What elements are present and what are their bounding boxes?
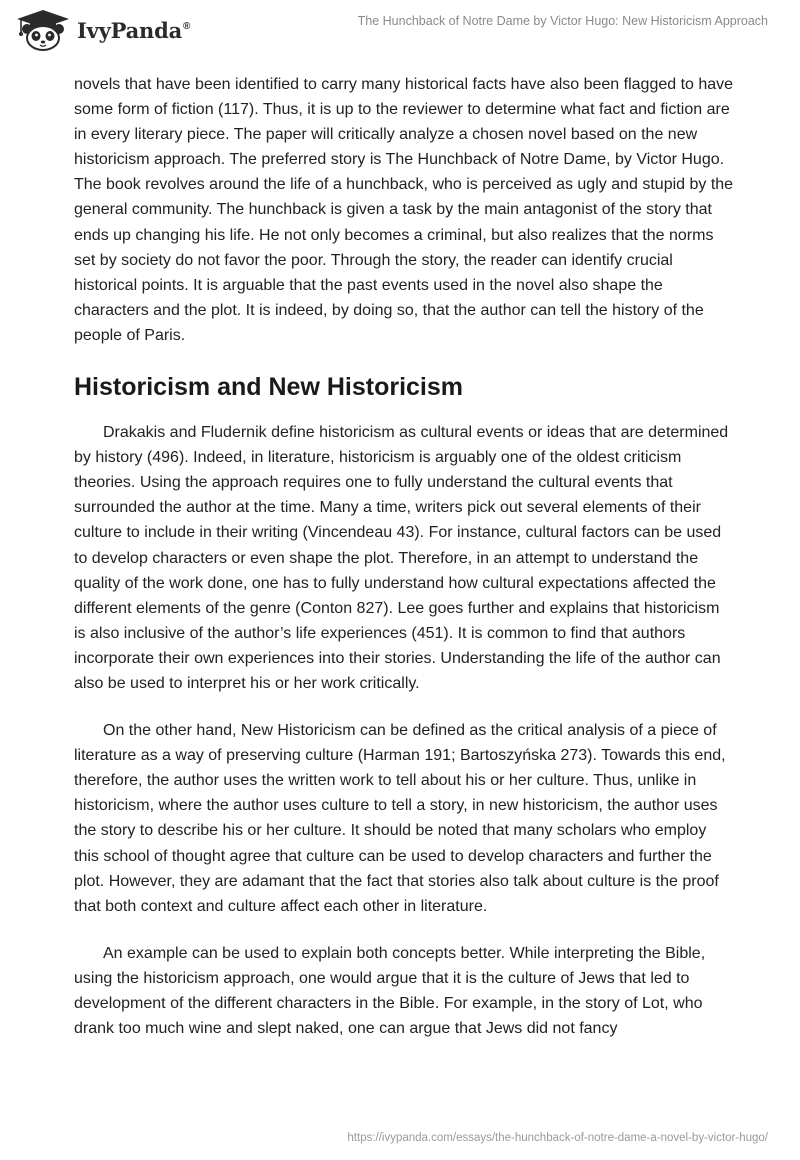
panda-graduate-icon (13, 9, 73, 51)
section-heading: Historicism and New Historicism (74, 373, 464, 402)
intro-paragraph: novels that have been identified to carry many historical facts have also been flagged to have some form of fiction (117). Thus, it is up to the reviewer to determine what fact and fiction are in every literary piece. The paper will critically analyze a chosen novel based on the new historicism approach. The preferred story is The Hunchback of Notre Dame, by Victor Hugo. The book revolves around the life of a hunchback, who is perceived as ugly and stupid by the general community. The hunchback is given a task by the main antagonist of the story that ends up changing his life. He not only becomes a criminal, but also realizes that the norms set by society do not favor the poor. Through the story, the reader can identify crucial historical points. It is arguable that the past events used in the novel also shape the characters and the plot. It is indeed, by doing so, that the author can tell the history of the people of Paris. (74, 76, 734, 344)
registered-mark: ® (183, 20, 191, 32)
paragraph-new-historicism: On the other hand, New Historicism can be defined as the critical analysis of a piece of literature as a way of preserving culture (Harman 191; Bartoszyńska 273). Towards this end, therefore, the author uses the written work to tell about his or her culture. Thus, unlike in historicism, where the author uses culture to tell a story, in new historicism, the author uses the story to describe his or her culture. It should be noted that many scholars who employ this school of thought agree that culture can be used to develop characters and further the plot. However, they are adamant that the fact that stories also talk about culture is the proof that both context and culture affect each other in literature. (74, 722, 726, 915)
brand-name: IvyPanda® (77, 17, 191, 43)
paragraph-example: An example can be used to explain both concepts better. While interpreting the Bible, using the historicism approach, one would argue that it is the culture of Jews that led to development of the different characters in the Bible. For example, in the story of Lot, who drank too much wine and slept naked, one can argue that Jews did not fancy (74, 944, 706, 1038)
page-header (0, 0, 800, 60)
document-title: The Hunchback of Notre Dame by Victor Hugo: New Historicism Approach (357, 14, 768, 28)
article-body (74, 72, 734, 1063)
source-url[interactable]: https://ivypanda.com/essays/the-hunchback-of-notre-dame-a-novel-by-victor-hugo/ (347, 1132, 768, 1144)
brand-logo[interactable] (13, 9, 190, 51)
paragraph-historicism: Drakakis and Fludernik define historicism as cultural events or ideas that are determined by history (496). Indeed, in literature, historicism is arguably one of the oldest criticism theories. Using the approach requires one to fully understand the cultural events that surrounded the author at the time. Many a time, writers pick out several elements of their culture to include in their writing (Vincendeau 43). For instance, cultural factors can be used to develop characters or even shape the plot. Therefore, in an attempt to understand the quality of the work done, one has to fully understand how cultural expectations affected the different elements of the genre (Conton 827). Lee goes further and explains that historicism is also inclusive of the author’s life experiences (451). It is common to find that authors incorporate their own experiences into their stories. Understanding the life of the author can also be used to interpret his or her work critically. (74, 424, 729, 692)
